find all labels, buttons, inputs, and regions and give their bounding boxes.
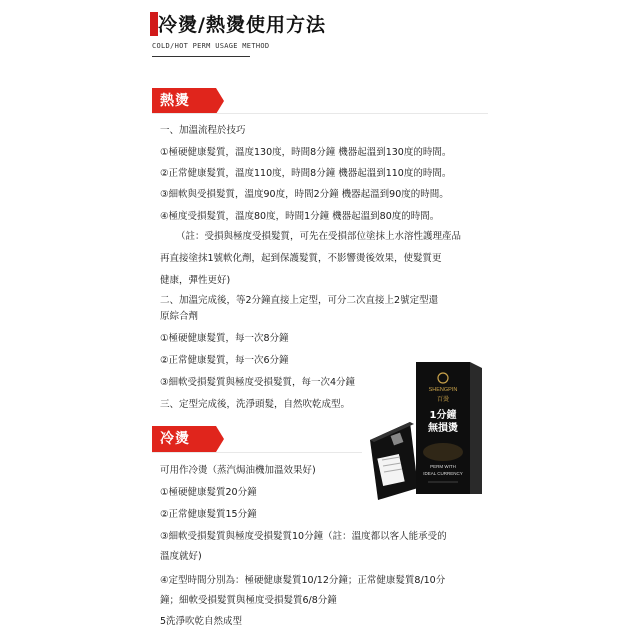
cold-line: 溫度就好) bbox=[160, 551, 202, 562]
title-accent-bar bbox=[150, 12, 158, 36]
product-desc-1: PERM WITH bbox=[430, 464, 456, 469]
hot-line: 一、加溫流程於技巧 bbox=[160, 125, 246, 136]
title-underline bbox=[152, 56, 250, 57]
product-brand: SHENGPIN bbox=[428, 387, 458, 393]
hot-note-line: 健康，彈性更好) bbox=[160, 275, 231, 286]
product-desc-2: IDEAL CURRENCY bbox=[423, 471, 463, 476]
hot-line: 原綜合劑 bbox=[160, 311, 199, 322]
page-title: 冷燙/熱燙使用方法 bbox=[158, 14, 326, 36]
cold-line: 可用作冷燙（蒸汽焗油機加溫效果好) bbox=[160, 465, 316, 476]
product-headline-1: 1分鐘 bbox=[429, 410, 457, 421]
cold-perm-divider bbox=[152, 452, 362, 453]
cold-line: 5洗淨吹乾自然成型 bbox=[160, 616, 243, 627]
cold-line: ③細軟受損髮質與極度受損髮質10分鐘（註：溫度都以客人能承受的 bbox=[160, 531, 447, 542]
cold-perm-tag: 冷燙 bbox=[152, 426, 216, 452]
hot-line: ①極硬健康髮質，每一次8分鐘 bbox=[160, 333, 289, 344]
hot-line: ①極硬健康髮質，溫度130度，時間8分鐘 機器起溫到130度的時間。 bbox=[160, 147, 452, 158]
front-box bbox=[416, 362, 482, 494]
hot-line: ②正常健康髮質，每一次6分鐘 bbox=[160, 355, 289, 366]
hot-line: 三、定型完成後，洗淨頭髮，自然吹乾成型。 bbox=[160, 399, 351, 410]
cold-line: ①極硬健康髮質20分鐘 bbox=[160, 487, 257, 498]
product-headline-2: 無損燙 bbox=[428, 423, 458, 434]
hot-perm-tag: 熱燙 bbox=[152, 88, 216, 114]
hot-line: ④極度受損髮質，溫度80度，時間1分鐘 機器起溫到80度的時間。 bbox=[160, 211, 440, 222]
back-box bbox=[370, 422, 418, 500]
hot-note-line: 再直接塗抹1號軟化劑，起到保護髮質，不影響燙後效果，使髮質更 bbox=[160, 253, 442, 264]
cold-line: 鐘；細軟受損髮質與極度受損髮質6/8分鐘 bbox=[160, 595, 337, 606]
hot-line: ②正常健康髮質，溫度110度，時間8分鐘 機器起溫到110度的時間。 bbox=[160, 168, 452, 179]
product-box-illustration bbox=[362, 360, 492, 500]
hot-line: ③細軟與受損髮質，溫度90度，時間2分鐘 機器起溫到90度的時間。 bbox=[160, 189, 449, 200]
hot-line: 二、加溫完成後，等2分鐘直接上定型，可分二次直接上2號定型還 bbox=[160, 295, 439, 306]
cold-line: ④定型時間分別為：極硬健康髮質10/12分鐘；正常健康髮質8/10分 bbox=[160, 575, 446, 586]
product-brand-cn: 百燙 bbox=[436, 396, 450, 403]
hot-note-line: （註：受損與極度受損髮質，可先在受損部位塗抹上水溶性護理產品 bbox=[176, 231, 462, 242]
cold-line: ②正常健康髮質15分鐘 bbox=[160, 509, 257, 520]
hot-line: ③細軟受損髮質與極度受損髮質，每一次4分鐘 bbox=[160, 377, 356, 388]
hot-perm-divider bbox=[152, 113, 488, 114]
page-subtitle: COLD/HOT PERM USAGE METHOD bbox=[152, 42, 270, 50]
product-image bbox=[362, 360, 492, 500]
